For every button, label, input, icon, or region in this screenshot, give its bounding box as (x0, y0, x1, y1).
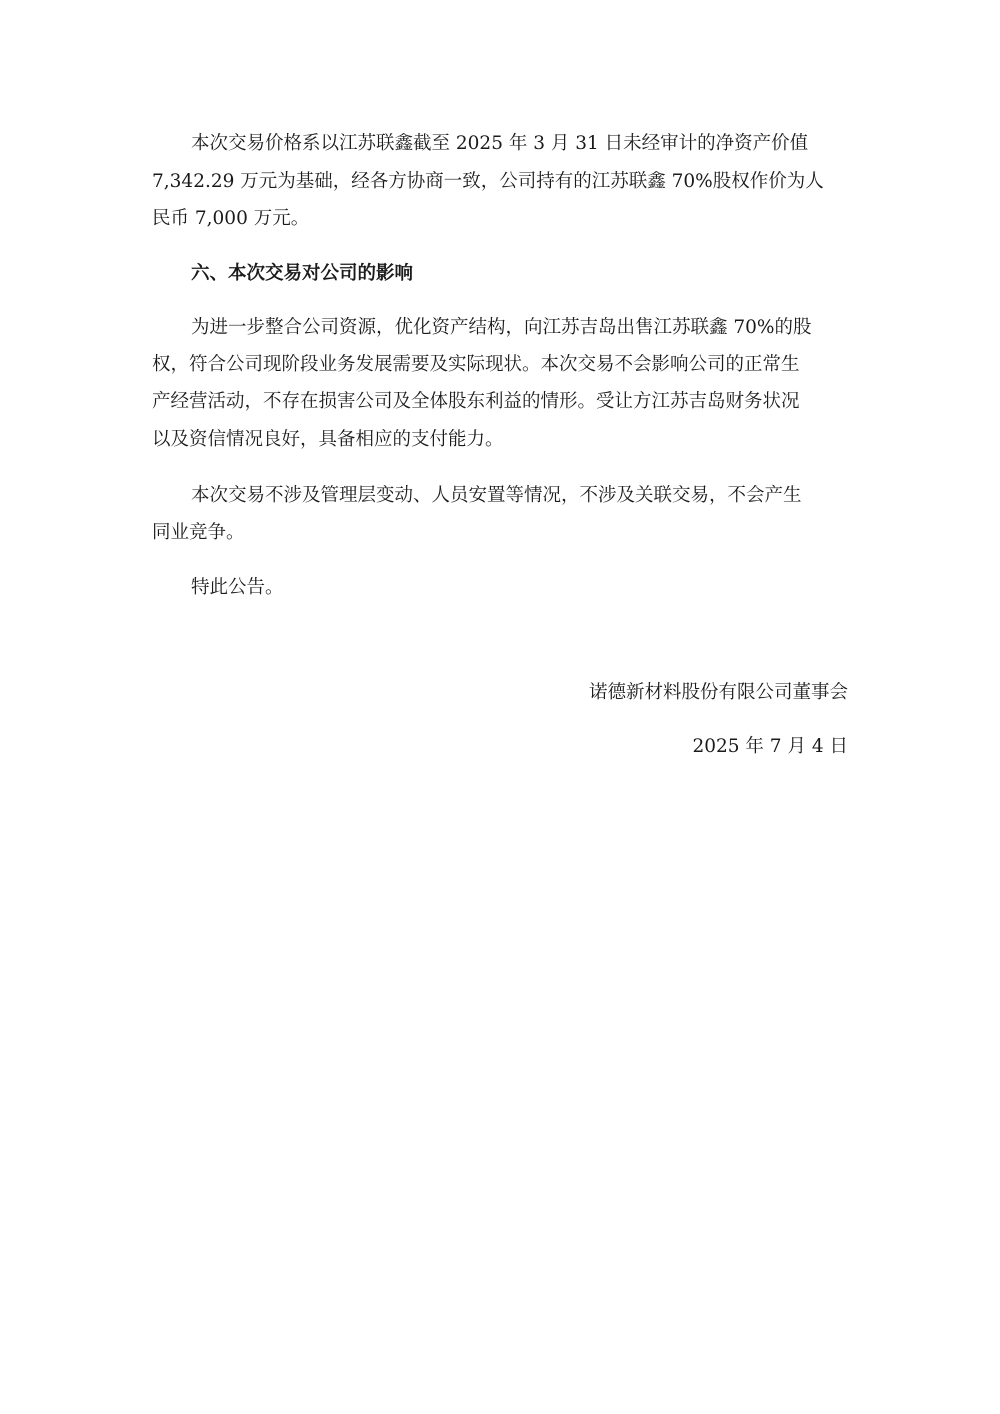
paragraph-1-line-1: 本次交易价格系以江苏联鑫截至 2025 年 3 月 31 日未经审计的净资产价值 (191, 133, 809, 154)
signature-date: 2025 年 7 月 4 日 (692, 736, 848, 757)
paragraph-2-line-4: 以及资信情况良好，具备相应的支付能力。 (152, 429, 504, 450)
paragraph-3-line-2: 同业竞争。 (152, 522, 245, 543)
closing-text: 特此公告。 (191, 577, 284, 598)
signature-company: 诺德新材料股份有限公司董事会 (588, 682, 848, 703)
paragraph-2-line-1: 为进一步整合公司资源，优化资产结构，向江苏吉岛出售江苏联鑫 70%的股 (191, 317, 812, 338)
paragraph-1-line-2: 7,342.29 万元为基础，经各方协商一致，公司持有的江苏联鑫 70%股权作价为人 (152, 171, 824, 192)
paragraph-1-line-3: 民币 7,000 万元。 (152, 208, 310, 229)
paragraph-3-line-1: 本次交易不涉及管理层变动、人员安置等情况，不涉及关联交易，不会产生 (191, 485, 802, 506)
paragraph-2-line-2: 权，符合公司现阶段业务发展需要及实际现状。本次交易不会影响公司的正常生 (152, 354, 800, 375)
paragraph-2-line-3: 产经营活动，不存在损害公司及全体股东利益的情形。受让方江苏吉岛财务状况 (152, 391, 800, 412)
section-heading: 六、本次交易对公司的影响 (191, 263, 414, 284)
